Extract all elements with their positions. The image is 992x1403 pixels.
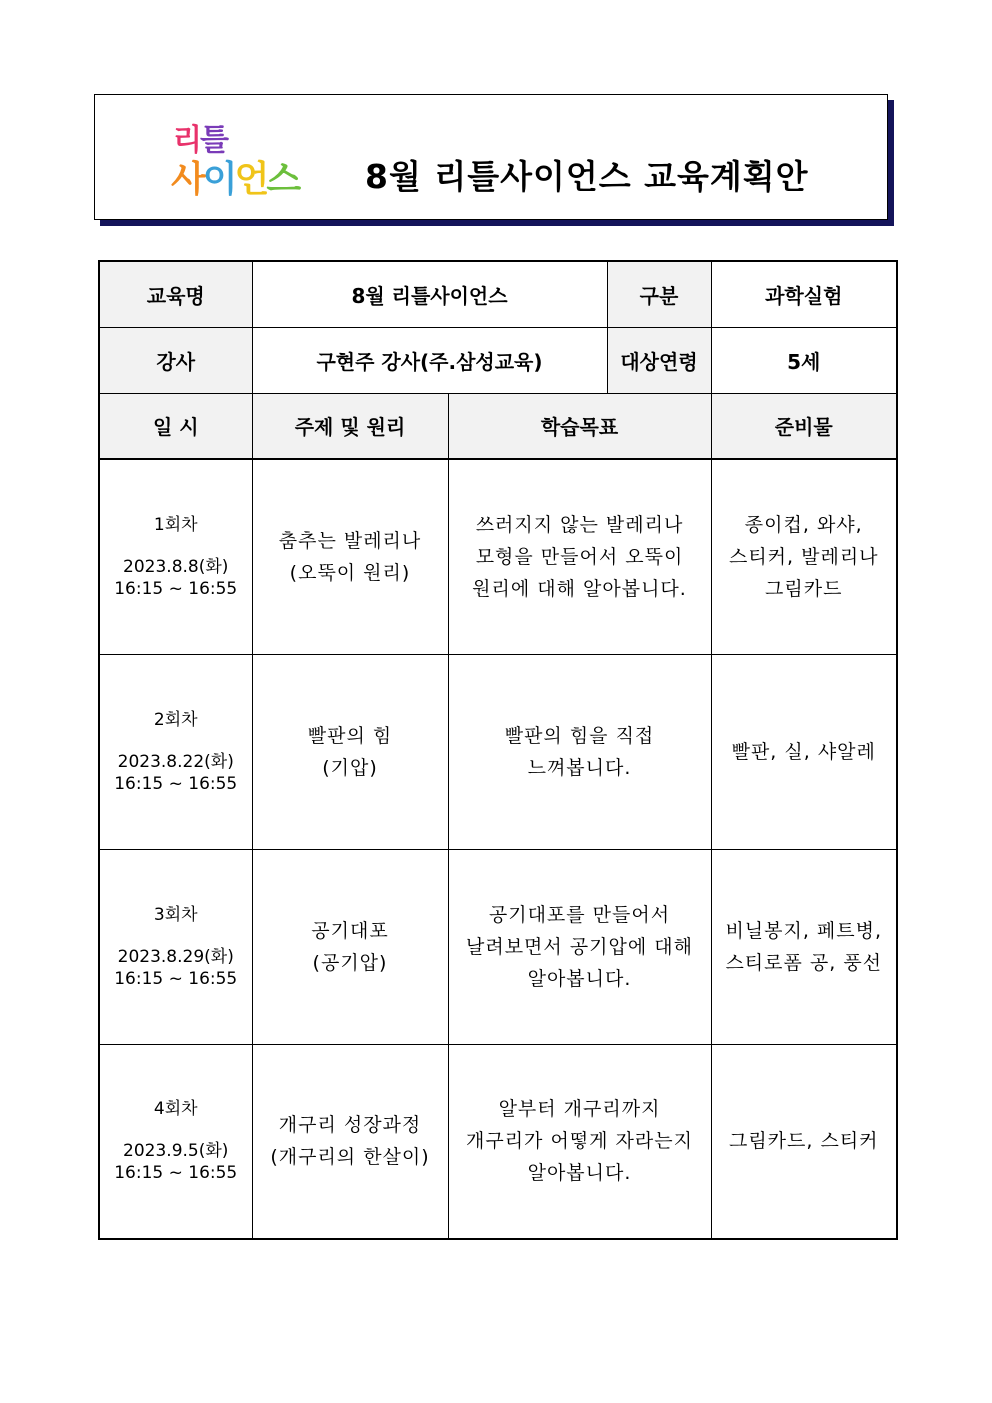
session-time: 16:15 ~ 16:55 — [114, 1163, 238, 1184]
session-materials: 종이컵, 와샤, 스티커, 발레리나 그림카드 — [711, 459, 897, 654]
education-plan-table — [98, 260, 898, 1240]
edu-name-value: 8월 리틀사이언스 — [252, 261, 607, 327]
session-materials: 그림카드, 스티커 — [711, 1044, 897, 1239]
info-row-teacher — [99, 327, 897, 393]
teacher-value: 구현주 강사(주.삼성교육) — [252, 327, 607, 393]
session-row — [99, 1044, 897, 1239]
little-science-logo — [171, 115, 335, 201]
session-topic: 공기대포 (공기압) — [252, 849, 448, 1044]
age-value: 5세 — [711, 327, 897, 393]
title-box — [94, 94, 888, 220]
session-topic: 빨판의 힘 (기압) — [252, 654, 448, 849]
session-topic: 춤추는 발레리나 (오뚝이 원리) — [252, 459, 448, 654]
edu-name-label: 교육명 — [99, 261, 252, 327]
session-goal: 알부터 개구리까지 개구리가 어떻게 자라는지 알아봅니다. — [448, 1044, 711, 1239]
session-time: 16:15 ~ 16:55 — [114, 578, 238, 599]
session-row — [99, 849, 897, 1044]
session-time: 16:15 ~ 16:55 — [114, 773, 238, 794]
category-label: 구분 — [607, 261, 711, 327]
session-number: 2회차 — [153, 709, 198, 730]
column-header-row — [99, 393, 897, 459]
session-date: 2023.8.22(화) — [117, 751, 234, 772]
session-row — [99, 654, 897, 849]
session-time: 16:15 ~ 16:55 — [114, 968, 238, 989]
session-date-cell — [99, 1044, 252, 1239]
session-materials: 빨판, 실, 샤알레 — [711, 654, 897, 849]
info-row-edu-name — [99, 261, 897, 327]
session-materials: 비닐봉지, 페트병, 스티로폼 공, 풍선 — [711, 849, 897, 1044]
session-goal: 공기대포를 만들어서 날려보면서 공기압에 대해 알아봅니다. — [448, 849, 711, 1044]
session-date: 2023.8.29(화) — [117, 946, 234, 967]
session-date: 2023.8.8(화) — [123, 556, 229, 577]
category-value: 과학실험 — [711, 261, 897, 327]
session-number: 1회차 — [153, 514, 198, 535]
column-header-materials: 준비물 — [711, 393, 897, 459]
logo-top-text: 리틀 — [173, 123, 227, 158]
column-header-topic: 주제 및 원리 — [252, 393, 448, 459]
session-goal: 빨판의 힘을 직접 느껴봅니다. — [448, 654, 711, 849]
age-label: 대상연령 — [607, 327, 711, 393]
session-row — [99, 459, 897, 654]
session-goal: 쓰러지지 않는 발레리나 모형을 만들어서 오뚝이 원리에 대해 알아봅니다. — [448, 459, 711, 654]
session-date-cell — [99, 459, 252, 654]
teacher-label: 강사 — [99, 327, 252, 393]
session-date: 2023.9.5(화) — [123, 1141, 229, 1162]
session-topic: 개구리 성장과정 (개구리의 한살이) — [252, 1044, 448, 1239]
logo-bottom-text: 사이언스 — [171, 159, 299, 200]
session-number: 4회차 — [153, 1099, 198, 1120]
session-date-cell — [99, 849, 252, 1044]
column-header-goal: 학습목표 — [448, 393, 711, 459]
column-header-date: 일 시 — [99, 393, 252, 459]
page-title: 8월 리틀사이언스 교육계획안 — [365, 157, 809, 196]
session-date-cell — [99, 654, 252, 849]
session-number: 3회차 — [153, 904, 198, 925]
